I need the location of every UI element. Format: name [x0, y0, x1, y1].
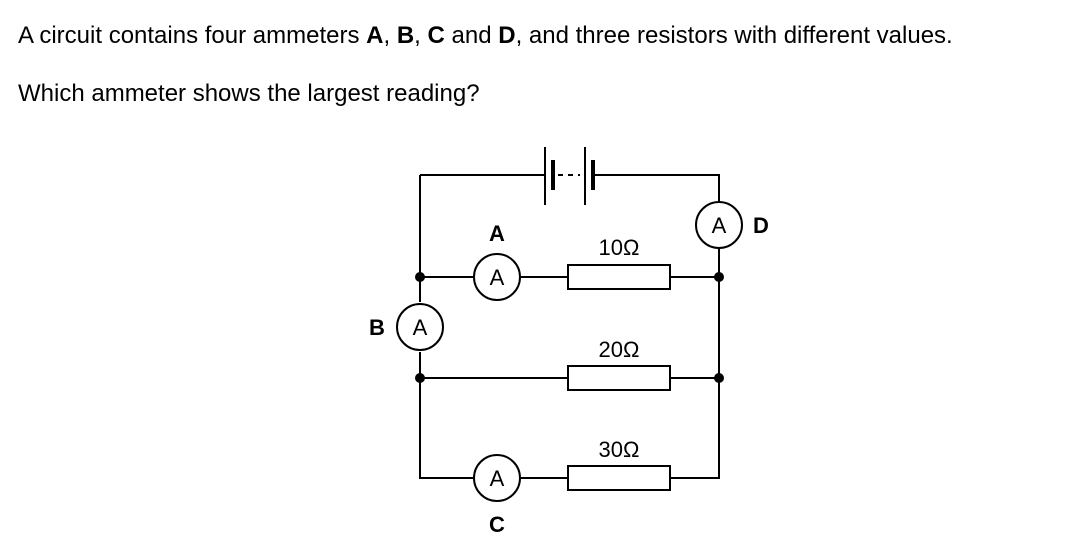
question-text-prefix: A circuit contains four ammeters: [18, 22, 367, 49]
junction-dot: [415, 272, 425, 282]
ammeter-d: [696, 202, 742, 248]
resistor-10-label: 10Ω: [598, 235, 640, 260]
wire-left-lower: [420, 352, 473, 478]
ammeter-b: [397, 304, 443, 350]
ammeter-b-symbol: A: [412, 315, 428, 340]
ammeter-a-symbol: A: [489, 265, 505, 290]
wire-right-upper: [671, 240, 719, 478]
question-label-a: A: [366, 22, 384, 49]
question-line-1: A circuit contains four ammeters A, B, C and D, and three resistors with different values.: [18, 22, 953, 49]
ammeter-c: [474, 455, 520, 501]
resistor-30-ohm: [568, 466, 670, 490]
wire-top-right: [593, 175, 719, 210]
resistor-30-label: 30Ω: [598, 437, 640, 462]
ammeter-c-symbol: A: [489, 466, 505, 491]
junction-dot: [714, 272, 724, 282]
question-line-2: Which ammeter shows the largest reading?: [18, 80, 480, 107]
resistor-20-label: 20Ω: [598, 337, 640, 362]
battery: [545, 147, 593, 205]
ammeter-d-symbol: A: [711, 213, 727, 238]
junction-dot: [714, 373, 724, 383]
junction-dot: [415, 373, 425, 383]
question-label-d: D: [498, 22, 516, 49]
ammeter-b-label: B: [369, 315, 385, 340]
ammeter-a-label: A: [489, 221, 505, 246]
question-label-b: B: [396, 22, 415, 49]
ammeter-c-label: C: [489, 512, 505, 537]
question-label-c: C: [427, 22, 445, 49]
ammeter-d-label: D: [753, 213, 769, 238]
question-text-suffix: , and three resistors with different values.: [515, 22, 953, 49]
ammeter-a: [474, 254, 520, 300]
resistor-10-ohm: [568, 265, 670, 289]
resistor-20-ohm: [568, 366, 670, 390]
